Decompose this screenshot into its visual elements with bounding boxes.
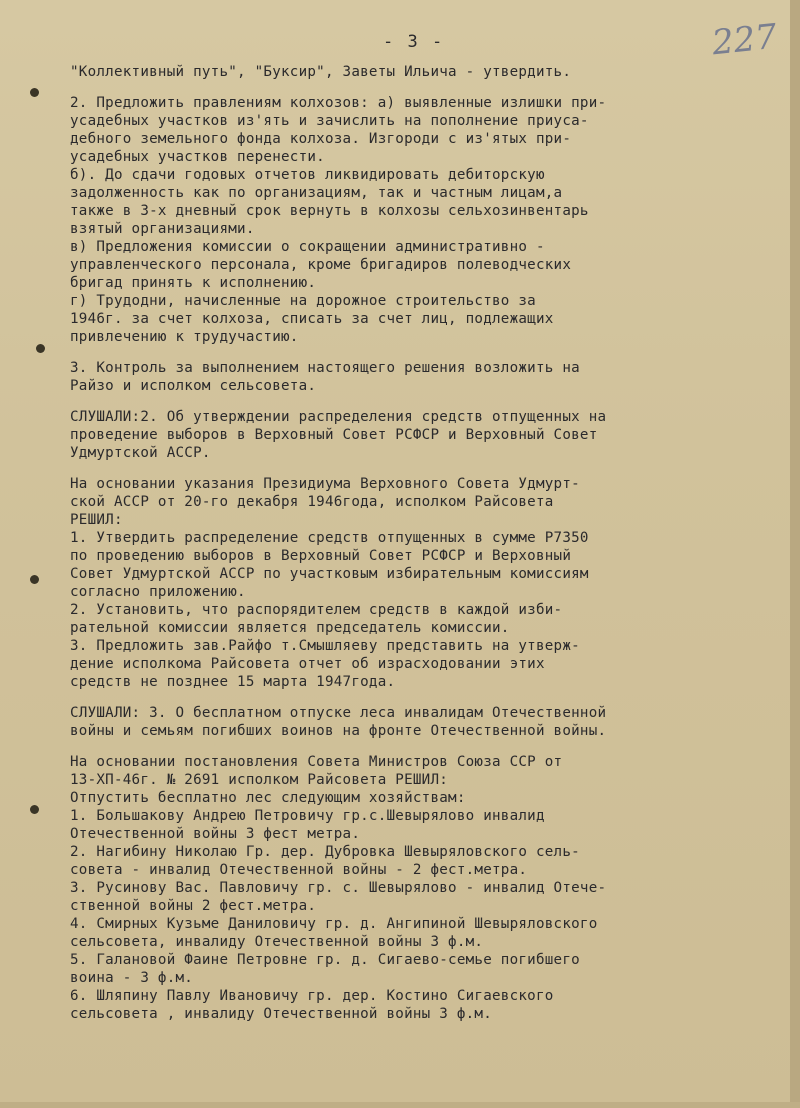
text-line: 1946г. за счет колхоза, списать за счет лиц, подлежащих bbox=[70, 311, 554, 327]
text-line: Удмуртской АССР. bbox=[70, 445, 211, 461]
text-line: РЕШИЛ: bbox=[70, 512, 123, 528]
binding-hole-mark bbox=[30, 805, 39, 814]
text-line: совета - инвалид Отечественной войны - 2 фест.метра. bbox=[70, 862, 528, 878]
text-line: 13-ХП-46г. № 2691 исполком Райсовета РЕШИЛ: bbox=[70, 772, 449, 788]
text-line: 1. Утвердить распределение средств отпущенных в сумме Р7350 bbox=[70, 530, 589, 546]
text-line: СЛУШАЛИ: 3. О бесплатном отпуске леса инвалидам Отечественной bbox=[70, 705, 607, 721]
text-line: управленческого персонала, кроме бригадиров полеводческих bbox=[70, 257, 572, 273]
text-line: средств не позднее 15 марта 1947года. bbox=[70, 674, 396, 690]
text-line: Райзо и исполком сельсовета. bbox=[70, 378, 317, 394]
paragraph-gap bbox=[70, 346, 770, 359]
text-line: СЛУШАЛИ:2. Об утверждении распределения средств отпущенных на bbox=[70, 409, 607, 425]
page-edge-bottom bbox=[0, 1102, 800, 1108]
text-line: сельсовета, инвалиду Отечественной войны 3 ф.м. bbox=[70, 934, 484, 950]
binding-hole-mark bbox=[30, 575, 39, 584]
paragraph-gap bbox=[70, 395, 770, 408]
text-line: 2. Установить, что распорядителем средств в каждой изби- bbox=[70, 602, 563, 618]
text-line: 2. Нагибину Николаю Гр. дер. Дубровка Шевыряловского сель- bbox=[70, 844, 580, 860]
text-line: воина - 3 ф.м. bbox=[70, 970, 194, 986]
text-line: усадебных участков перенести. bbox=[70, 149, 325, 165]
text-line: Отечественной войны 3 фест метра. bbox=[70, 826, 361, 842]
text-line: 1. Большакову Андрею Петровичу гр.с.Шевырялово инвалид bbox=[70, 808, 545, 824]
text-line: 4. Смирных Кузьме Даниловичу гр. д. Ангипиной Шевыряловского bbox=[70, 916, 598, 932]
text-line: Совет Удмуртской АССР по участковым избирательным комиссиям bbox=[70, 566, 589, 582]
text-line: На основании указания Президиума Верховного Совета Удмурт- bbox=[70, 476, 580, 492]
text-line: взятый организациями. bbox=[70, 221, 255, 237]
text-line: дение исполкома Райсовета отчет об израсходовании этих bbox=[70, 656, 545, 672]
text-line: усадебных участков из'ять и зачислить на пополнение приуса- bbox=[70, 113, 589, 129]
text-line: согласно приложению. bbox=[70, 584, 246, 600]
text-line: ственной войны 2 фест.метра. bbox=[70, 898, 317, 914]
binding-hole-mark bbox=[36, 344, 45, 353]
text-line: по проведению выборов в Верховный Совет РСФСР и Верховный bbox=[70, 548, 572, 564]
typed-text-body bbox=[70, 63, 770, 1023]
text-line: дебного земельного фонда колхоза. Изгороди с из'ятых при- bbox=[70, 131, 572, 147]
text-line: г) Трудодни, начисленные на дорожное строительство за bbox=[70, 293, 536, 309]
text-line: ской АССР от 20-го декабря 1946года, исполком Райсовета bbox=[70, 494, 554, 510]
paragraph-gap bbox=[70, 691, 770, 704]
text-line: "Коллективный путь", "Буксир", Заветы Ильича - утвердить. bbox=[70, 64, 572, 80]
page-edge bbox=[790, 0, 800, 1108]
text-line: привлечению к трудучастию. bbox=[70, 329, 299, 345]
text-line: 6. Шляпину Павлу Ивановичу гр. дер. Костино Сигаевского bbox=[70, 988, 554, 1004]
text-line: войны и семьям погибших воинов на фронте Отечественной войны. bbox=[70, 723, 607, 739]
text-line: 2. Предложить правлениям колхозов: а) выявленные излишки при- bbox=[70, 95, 607, 111]
archive-folio-number: 227 bbox=[710, 16, 779, 64]
paragraph-gap bbox=[70, 462, 770, 475]
binding-hole-mark bbox=[30, 88, 39, 97]
text-line: задолженность как по организациям, так и частным лицам,а bbox=[70, 185, 563, 201]
text-line: в) Предложения комиссии о сокращении административно - bbox=[70, 239, 545, 255]
text-line: проведение выборов в Верховный Совет РСФСР и Верховный Совет bbox=[70, 427, 598, 443]
text-line: б). До сдачи годовых отчетов ликвидировать дебиторскую bbox=[70, 167, 545, 183]
text-line: также в 3-х дневный срок вернуть в колхозы сельхозинвентарь bbox=[70, 203, 589, 219]
text-line: сельсовета , инвалиду Отечественной войны 3 ф.м. bbox=[70, 1006, 492, 1022]
paragraph-gap bbox=[70, 740, 770, 753]
text-line: 3. Предложить зав.Райфо т.Смышляеву представить на утверж- bbox=[70, 638, 580, 654]
page-number: - 3 - bbox=[383, 32, 445, 52]
text-line: 5. Галановой Фаине Петровне гр. д. Сигаево-семье погибшего bbox=[70, 952, 580, 968]
text-line: рательной комиссии является председатель комиссии. bbox=[70, 620, 510, 636]
text-line: 3. Русинову Вас. Павловичу гр. с. Шевырялово - инвалид Отече- bbox=[70, 880, 607, 896]
text-line: На основании постановления Совета Министров Союза ССР от bbox=[70, 754, 563, 770]
text-line: бригад принять к исполнению. bbox=[70, 275, 317, 291]
text-line: Отпустить бесплатно лес следующим хозяйствам: bbox=[70, 790, 466, 806]
paragraph-gap bbox=[70, 81, 770, 94]
text-line: 3. Контроль за выполнением настоящего решения возложить на bbox=[70, 360, 580, 376]
